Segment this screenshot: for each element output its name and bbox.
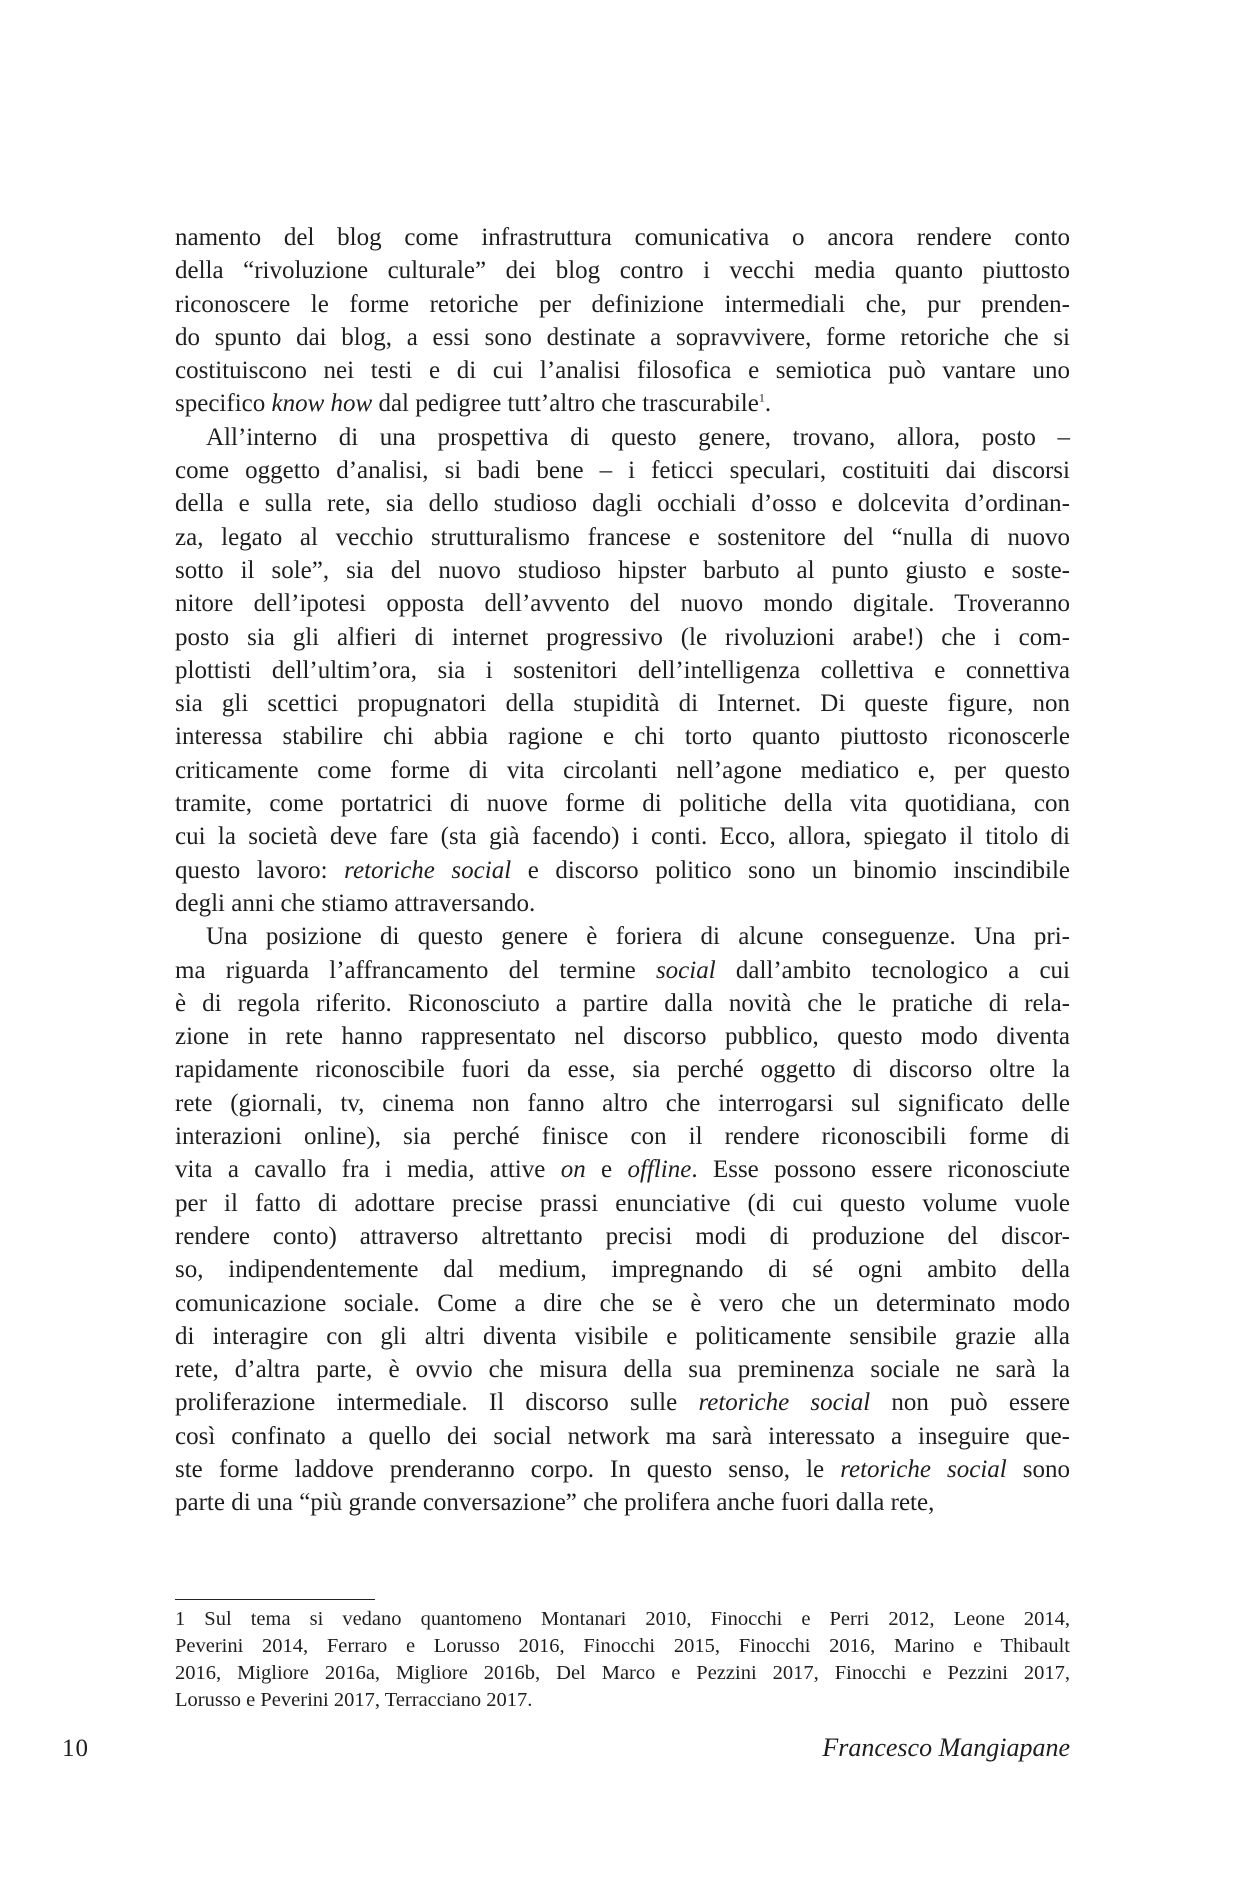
paragraph bbox=[175, 920, 1070, 1519]
footnote-line: Peverini 2014, Ferraro e Lorusso 2016, Finocchi 2015, Finocchi 2016, Marino e Thibault bbox=[175, 1635, 1070, 1657]
footnote-line: 1 Sul tema si vedano quantomeno Montanari 2010, Finocchi e Perri 2012, Leone 2014, bbox=[175, 1608, 1070, 1630]
footnote-line: 2016, Migliore 2016a, Migliore 2016b, Del Marco e Pezzini 2017, Finocchi e Pezzini 2017, bbox=[175, 1662, 1070, 1684]
text-line: questo lavoro: retoriche social e discorso politico sono un binomio inscindibile bbox=[175, 856, 1070, 884]
text-line: Una posizione di questo genere è foriera di alcune conseguenze. Una pri- bbox=[206, 923, 1070, 951]
text-line: della “rivoluzione culturale” dei blog contro i vecchi media quanto piuttosto bbox=[175, 257, 1070, 285]
text-line: so, indipendentemente dal medium, impregnando di sé ogni ambito della bbox=[175, 1256, 1070, 1284]
footnote-line: Lorusso e Peverini 2017, Terracciano 2017. bbox=[175, 1689, 533, 1711]
text-line: per il fatto di adottare precise prassi enunciative (di cui questo volume vuole bbox=[175, 1189, 1070, 1217]
text-line: ste forme laddove prenderanno corpo. In questo senso, le retoriche social sono bbox=[175, 1455, 1071, 1483]
running-foot-author: Francesco Mangiapane bbox=[822, 1733, 1070, 1762]
text-line: za, legato al vecchio strutturalismo francese e sostenitore del “nulla di nuovo bbox=[175, 523, 1070, 551]
text-line: come oggetto d’analisi, si badi bene – i feticci speculari, costituiti dai discorsi bbox=[175, 457, 1070, 485]
text-line: sotto il sole”, sia del nuovo studioso hipster barbuto al punto giusto e soste- bbox=[175, 556, 1070, 584]
text-line: vita a cavallo fra i media, attive on e offline. Esse possono essere riconosciute bbox=[175, 1156, 1070, 1184]
text-line: ma riguarda l’affrancamento del termine social dall’ambito tecnologico a cui bbox=[175, 956, 1070, 984]
footnote bbox=[175, 1606, 1070, 1714]
text-line: così confinato a quello dei social network ma sarà interessato a inseguire que- bbox=[175, 1422, 1070, 1450]
text-line: comunicazione sociale. Come a dire che se è vero che un determinato modo bbox=[175, 1289, 1070, 1317]
paragraph bbox=[175, 421, 1070, 920]
text-line: della e sulla rete, sia dello studioso dagli occhiali d’osso e dolcevita d’ordinan- bbox=[175, 490, 1070, 518]
text-line: rete, d’altra parte, è ovvio che misura della sua preminenza sociale ne sarà la bbox=[175, 1356, 1070, 1384]
text-line: parte di una “più grande conversazione” che prolifera anche fuori dalla rete, bbox=[175, 1489, 935, 1517]
text-line: specifico know how dal pedigree tutt’altro che trascurabile$^1$. bbox=[175, 390, 772, 418]
text-line: di interagire con gli altri diventa visibile e politicamente sensibile grazie alla bbox=[175, 1322, 1070, 1350]
page-number: 10 bbox=[62, 1735, 89, 1762]
paragraph bbox=[175, 221, 1070, 421]
text-line: interazioni online), sia perché finisce con il rendere riconoscibili forme di bbox=[175, 1123, 1070, 1151]
text-line: plottisti dell’ultim’ora, sia i sostenitori dell’intelligenza collettiva e connettiva bbox=[175, 656, 1070, 684]
text-line: degli anni che stiamo attraversando. bbox=[175, 889, 536, 917]
text-line: riconoscere le forme retoriche per definizione intermediali che, pur prenden- bbox=[175, 290, 1070, 318]
text-line: proliferazione intermediale. Il discorso sulle retoriche social non può essere bbox=[175, 1389, 1070, 1417]
text-line: rapidamente riconoscibile fuori da esse, sia perché oggetto di discorso oltre la bbox=[175, 1056, 1070, 1084]
text-line: tramite, come portatrici di nuove forme di politiche della vita quotidiana, con bbox=[175, 790, 1070, 818]
text-line: sia gli scettici propugnatori della stupidità di Internet. Di queste figure, non bbox=[175, 690, 1070, 718]
text-line: posto sia gli alfieri di internet progressivo (le rivoluzioni arabe!) che i com- bbox=[175, 623, 1070, 651]
text-line: interessa stabilire chi abbia ragione e chi torto quanto piuttosto riconoscerle bbox=[175, 723, 1070, 751]
text-line: criticamente come forme di vita circolanti nell’agone mediatico e, per questo bbox=[175, 756, 1070, 784]
text-line: nitore dell’ipotesi opposta dell’avvento del nuovo mondo digitale. Troveranno bbox=[175, 590, 1070, 618]
body-text bbox=[175, 221, 1070, 1520]
footnote-separator bbox=[175, 1599, 375, 1600]
text-line: rendere conto) attraverso altrettanto precisi modi di produzione del discor- bbox=[175, 1222, 1070, 1250]
text-line: cui la società deve fare (sta già facendo) i conti. Ecco, allora, spiegato il titolo di bbox=[175, 823, 1070, 851]
text-line: rete (giornali, tv, cinema non fanno altro che interrogarsi sul significato delle bbox=[175, 1089, 1070, 1117]
text-line: namento del blog come infrastruttura comunicativa o ancora rendere conto bbox=[175, 224, 1070, 251]
text-line: è di regola riferito. Riconosciuto a partire dalla novità che le pratiche di rela- bbox=[175, 989, 1070, 1017]
text-line: zione in rete hanno rappresentato nel discorso pubblico, questo modo diventa bbox=[175, 1023, 1070, 1051]
text-line: costituiscono nei testi e di cui l’analisi filosofica e semiotica può vantare uno bbox=[175, 357, 1070, 385]
text-line: All’interno di una prospettiva di questo genere, trovano, allora, posto – bbox=[206, 423, 1070, 451]
footnotes bbox=[175, 1606, 1070, 1714]
text-line: do spunto dai blog, a essi sono destinate a sopravvivere, forme retoriche che si bbox=[175, 323, 1070, 351]
